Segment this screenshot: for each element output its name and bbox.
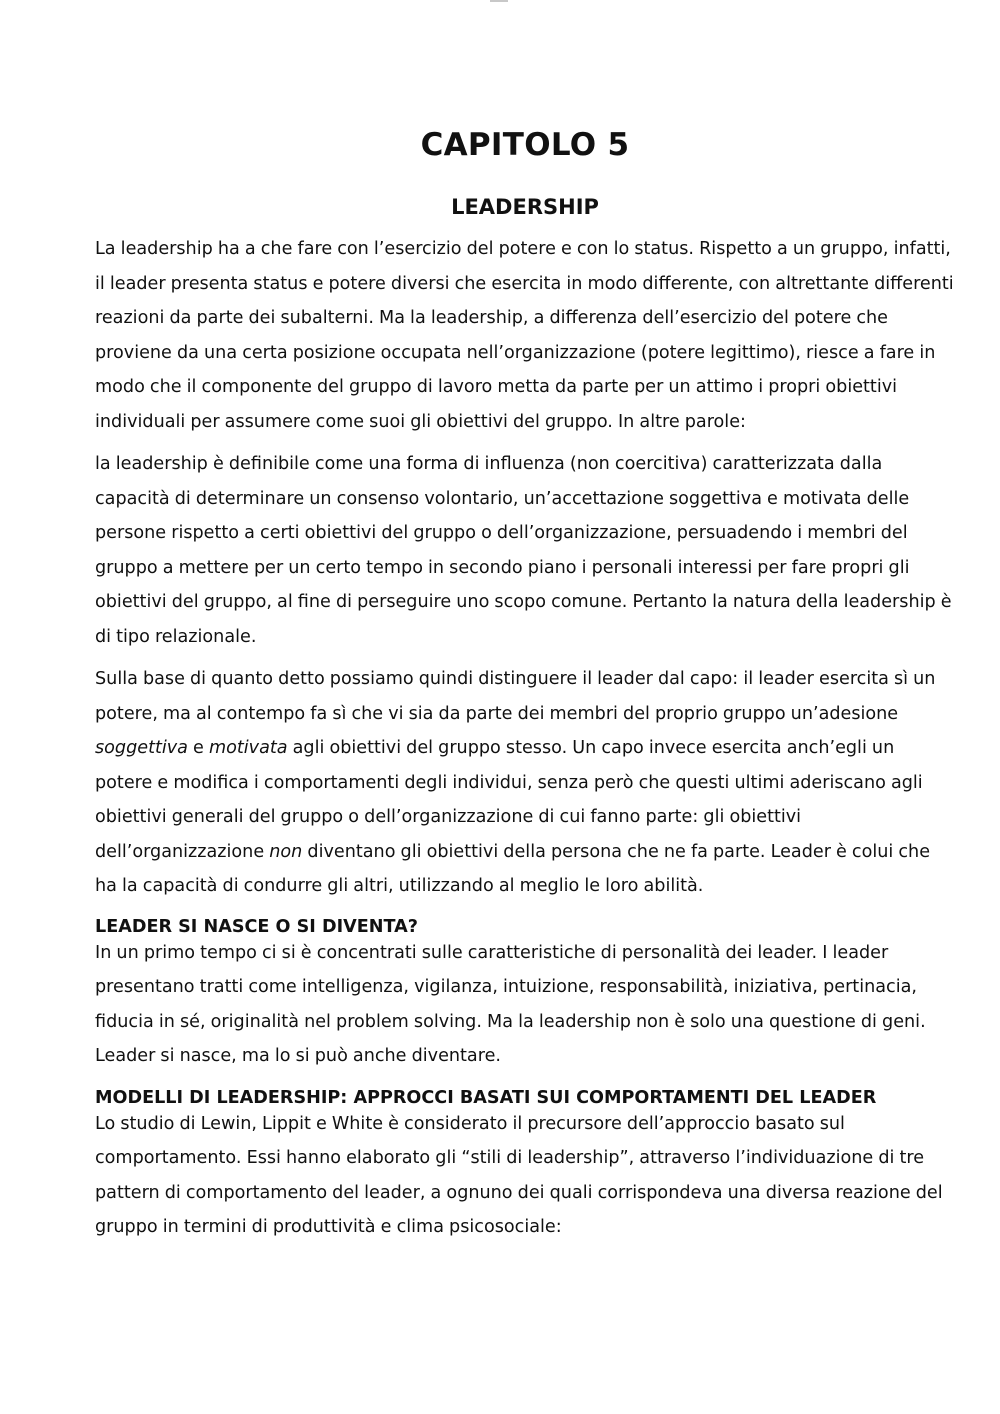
text-run: e — [187, 738, 209, 758]
paragraph-leader-vs-boss — [95, 662, 955, 904]
paragraph-definition: la leadership è definibile come una forma di influenza (non coercitiva) caratterizzata dalla capacità di determinare un consenso volontario, un’accettazione soggettiva e motivata delle persone rispetto a certi obiettivi del gruppo o dell’organizzazione, persuadendo i membri del gruppo a mettere per un certo tempo in secondo piano i personali interessi per fare propri gli obiettivi del gruppo, al fine di perseguire uno scopo comune. Pertanto la natura della leadership è di tipo relazionale. — [95, 454, 952, 647]
emphasis-motivata: motivata — [208, 738, 288, 758]
emphasis-non: non — [269, 841, 303, 862]
text-run: agli obiettivi del gruppo stesso. Un capo invece esercita anch’egli un potere e modifica i comportamenti degli individui, senza però che questi ultimi aderiscano agli obiettivi generali del gruppo o dell’organizzazione di cui fanno parte: gli obiettivi dell’organizzazione — [95, 738, 923, 862]
chapter-title: CAPITOLO 5 — [420, 127, 630, 163]
paragraph-leadership-models: Lo studio di Lewin, Lippit e White è considerato il precursore dell’approccio basato sul comportamento. Essi hanno elaborato gli “stili di leadership”, attraverso l’individuazione di tre pattern di comportamento del leader, a ognuno dei quali corrispondeva una diversa reazione del gruppo in termini di produttività e clima psicosociale: — [95, 1113, 943, 1237]
page-top-mark — [490, 0, 508, 2]
text-run: Sulla base di quanto detto possiamo quindi distinguere il leader dal capo: il leader esercita sì un potere, ma al contempo fa sì che vi sia da parte dei membri del proprio gruppo un’adesione — [95, 669, 936, 724]
heading-leadership-models: MODELLI DI LEADERSHIP: APPROCCI BASATI SUI COMPORTAMENTI DEL LEADER — [95, 1087, 877, 1108]
heading-born-or-made: LEADER SI NASCE O SI DIVENTA? — [95, 916, 418, 937]
document-page — [95, 120, 955, 1245]
paragraph-born-or-made: In un primo tempo ci si è concentrati sulle caratteristiche di personalità dei leader. I leader presentano tratti come intelligenza, vigilanza, intuizione, responsabilità, iniziativa, pertinacia, fiducia in sé, originalità nel problem solving. Ma la leadership non è solo una questione di geni. Leader si nasce, ma lo si può anche diventare. — [95, 942, 926, 1066]
text-run: diventano gli obiettivi della persona che ne fa parte. Leader è colui che ha la capacità di condurre gli altri, utilizzando al meglio le loro abilità. — [95, 841, 931, 896]
emphasis-soggettiva: soggettiva — [95, 738, 188, 758]
paragraph-intro: La leadership ha a che fare con l’esercizio del potere e con lo status. Rispetto a un gruppo, infatti, il leader presenta status e potere diversi che esercita in modo differente, con altrettante differenti reazioni da parte dei subalterni. Ma la leadership, a differenza dell’esercizio del potere che proviene da una certa posizione occupata nell’organizzazione (potere legittimo), riesce a fare in modo che il componente del gruppo di lavoro metta da parte per un attimo i propri obiettivi individuali per assumere come suoi gli obiettivi del gruppo. In altre parole: — [95, 239, 954, 432]
section-title: LEADERSHIP — [451, 195, 599, 219]
